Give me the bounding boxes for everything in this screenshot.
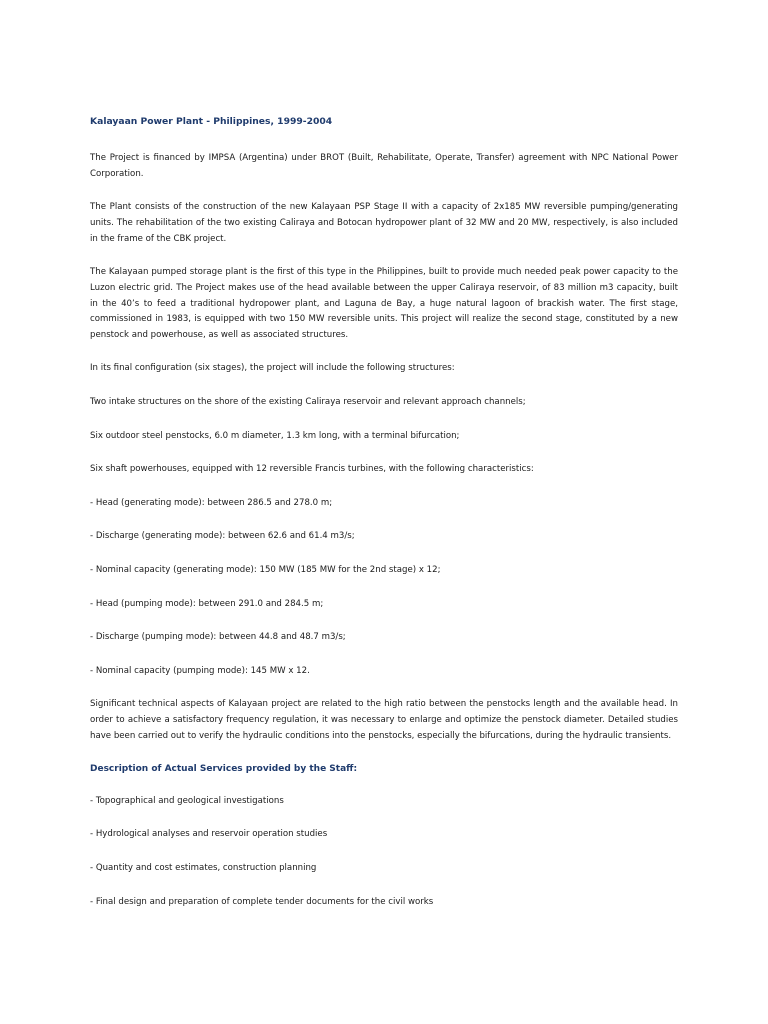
list-item: - Nominal capacity (pumping mode): 145 MW x 12.: [90, 665, 310, 676]
paragraph-financing: The Project is financed by IMPSA (Argentina) under BROT (Built, Rehabilitate, Operate, Transfer) agreement with NPC National Power Corporation.: [90, 153, 678, 179]
paragraph-kalayaan-background: The Kalayaan pumped storage plant is the first of this type in the Philippines, built to provide much needed peak power capacity to the Luzon electric grid. The Project makes use of the head available between the upper Caliraya reservoir, of 83 million m3 capacity, built in the 40’s to feed a traditional hydropower plant, and Laguna de Bay, a huge natural lagoon of brackish water. The first stage, commissioned in 1983, is equipped with two 150 MW reversible units. This project will realize the second stage, constituted by a new penstock and powerhouse, as well as associated structures.: [90, 266, 678, 341]
document-page: [90, 115, 678, 928]
paragraph-plant-description: The Plant consists of the construction of the new Kalayaan PSP Stage II with a capacity of 2x185 MW reversible pumping/generating units. The rehabilitation of the two existing Caliraya and Botocan hydropower plant of 32 MW and 20 MW, respectively, is also included in the frame of the CBK project.: [90, 202, 678, 244]
list-item: - Head (pumping mode): between 291.0 and 284.5 m;: [90, 598, 324, 609]
list-item: - Hydrological analyses and reservoir operation studies: [90, 829, 328, 840]
services-heading: Description of Actual Services provided by the Staff:: [90, 764, 358, 775]
document-title: Kalayaan Power Plant - Philippines, 1999-2004: [90, 116, 333, 127]
list-item: - Discharge (pumping mode): between 44.8 and 48.7 m3/s;: [90, 632, 346, 643]
paragraph-penstocks: Six outdoor steel penstocks, 6.0 m diameter, 1.3 km long, with a terminal bifurcation;: [90, 430, 460, 441]
list-item: - Nominal capacity (generating mode): 150 MW (185 MW for the 2nd stage) x 12;: [90, 565, 441, 576]
list-item: - Head (generating mode): between 286.5 and 278.0 m;: [90, 497, 333, 508]
list-item: - Discharge (generating mode): between 62.6 and 61.4 m3/s;: [90, 531, 355, 542]
paragraph-technical-aspects: Significant technical aspects of Kalayaan project are related to the high ratio between the penstocks length and the available head. In order to achieve a satisfactory frequency regulation, it was necessary to enlarge and optimize the penstock diameter. Detailed studies have been carried out to verify the hydraulic conditions into the penstocks, especially the bifurcations, during the hydraulic transients.: [90, 699, 678, 741]
paragraph-final-configuration: In its final configuration (six stages), the project will include the following structures:: [90, 363, 455, 374]
list-item: - Quantity and cost estimates, construction planning: [90, 862, 317, 873]
list-item: - Final design and preparation of complete tender documents for the civil works: [90, 896, 434, 907]
paragraph-powerhouses: Six shaft powerhouses, equipped with 12 reversible Francis turbines, with the following characteristics:: [90, 464, 534, 475]
paragraph-intake-structures: Two intake structures on the shore of the existing Caliraya reservoir and relevant approach channels;: [90, 397, 526, 408]
list-item: - Topographical and geological investigations: [90, 795, 284, 806]
